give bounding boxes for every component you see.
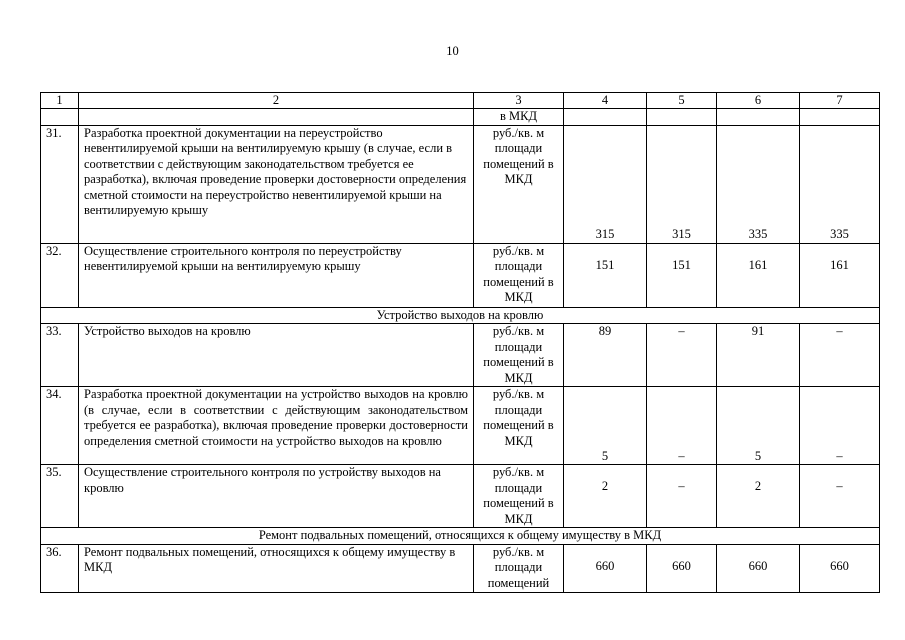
- row-number: 36.: [41, 544, 79, 592]
- value-cell: 660: [564, 544, 647, 592]
- row-number: 32.: [41, 243, 79, 307]
- value-cell: 660: [800, 544, 880, 592]
- row-number: 31.: [41, 125, 79, 243]
- table-row: [41, 243, 880, 307]
- value-cell: 151: [647, 243, 717, 307]
- section-title: Устройство выходов на кровлю: [41, 307, 880, 324]
- value-cell: 5: [564, 387, 647, 465]
- value-cell: 315: [564, 125, 647, 243]
- unit-cell: в МКД: [474, 109, 564, 126]
- value-cell: –: [647, 324, 717, 387]
- row-description: Ремонт подвальных помещений, относящихся к общему имуществу в МКД: [79, 544, 474, 592]
- header-cell: 7: [800, 93, 880, 109]
- table-row: [41, 387, 880, 465]
- row-number: 35.: [41, 465, 79, 528]
- section-title: Ремонт подвальных помещений, относящихся к общему имуществу в МКД: [41, 528, 880, 545]
- value-cell: –: [647, 465, 717, 528]
- continuation-row: [41, 109, 880, 126]
- unit-cell: руб./кв. м площади помещений в МКД: [474, 243, 564, 307]
- table-row: [41, 465, 880, 528]
- rates-table: [40, 92, 880, 593]
- row-number: 34.: [41, 387, 79, 465]
- row-description: Устройство выходов на кровлю: [79, 324, 474, 387]
- table-row: [41, 125, 880, 243]
- value-cell: 161: [800, 243, 880, 307]
- value-cell: –: [800, 324, 880, 387]
- header-cell: 2: [79, 93, 474, 109]
- header-cell: 6: [717, 93, 800, 109]
- unit-cell: руб./кв. м площади помещений в МКД: [474, 125, 564, 243]
- value-cell: –: [800, 465, 880, 528]
- section-row: [41, 307, 880, 324]
- section-row: [41, 528, 880, 545]
- value-cell: 335: [717, 125, 800, 243]
- value-cell: –: [800, 387, 880, 465]
- header-cell: 3: [474, 93, 564, 109]
- value-cell: 151: [564, 243, 647, 307]
- header-cell: 5: [647, 93, 717, 109]
- value-cell: 660: [717, 544, 800, 592]
- value-cell: 2: [564, 465, 647, 528]
- unit-cell: руб./кв. м площади помещений: [474, 544, 564, 592]
- row-description: Разработка проектной документации на устройство выходов на кровлю (в случае, если в соответствии с действующим законодательством требуется ее разработка), включая проведение проверки достоверности определения сметной стоимости на устройство выходов на кровлю: [79, 387, 474, 465]
- header-cell: 1: [41, 93, 79, 109]
- row-description: Осуществление строительного контроля по устройству выходов на кровлю: [79, 465, 474, 528]
- table-row: [41, 324, 880, 387]
- value-cell: 91: [717, 324, 800, 387]
- row-description: Разработка проектной документации на переустройство невентилируемой крыши на вентилируемую крышу (в случае, если в соответствии с действующим законодательством требуется ее разработка), включая проведение проверки достоверности определения сметной стоимости на переустройство невентилируемой крыши на вентилируемую крышу: [79, 125, 474, 243]
- value-cell: 660: [647, 544, 717, 592]
- value-cell: 315: [647, 125, 717, 243]
- value-cell: 335: [800, 125, 880, 243]
- value-cell: 2: [717, 465, 800, 528]
- value-cell: 5: [717, 387, 800, 465]
- header-cell: 4: [564, 93, 647, 109]
- table-row: [41, 544, 880, 592]
- table-header-row: [41, 93, 880, 109]
- unit-cell: руб./кв. м площади помещений в МКД: [474, 324, 564, 387]
- row-number: 33.: [41, 324, 79, 387]
- page-number: 10: [446, 44, 459, 58]
- row-description: Осуществление строительного контроля по переустройству невентилируемой крыши на вентилируемую крышу: [79, 243, 474, 307]
- unit-cell: руб./кв. м площади помещений в МКД: [474, 387, 564, 465]
- value-cell: 89: [564, 324, 647, 387]
- value-cell: –: [647, 387, 717, 465]
- value-cell: 161: [717, 243, 800, 307]
- unit-cell: руб./кв. м площади помещений в МКД: [474, 465, 564, 528]
